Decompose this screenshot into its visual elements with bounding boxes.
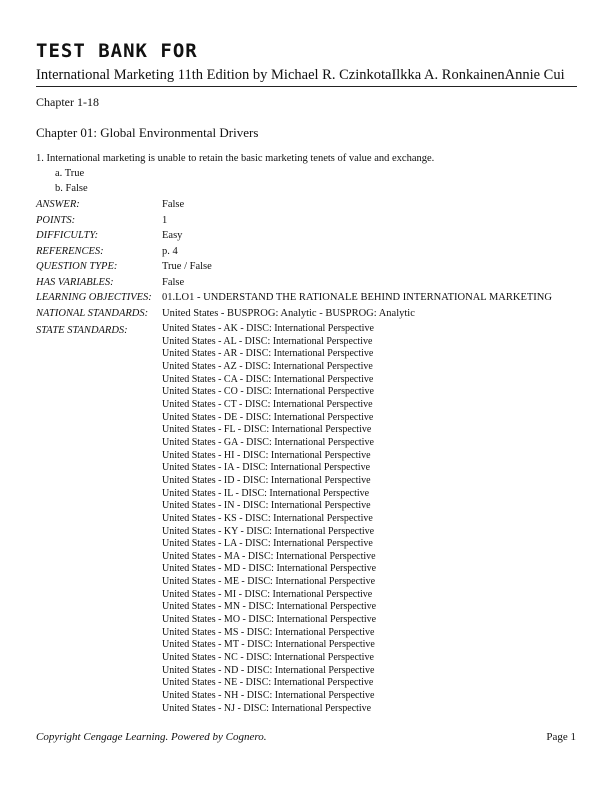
state-standard-item: United States - GA - DISC: International Perspective [162, 436, 374, 448]
metadata-label: DIFFICULTY: [36, 230, 99, 241]
state-standard-item: United States - NH - DISC: International Perspective [162, 690, 375, 702]
metadata-value: United States - BUSPROG: Analytic - BUSPROG: Analytic [162, 307, 415, 319]
state-standard-item: United States - ME - DISC: International Perspective [162, 576, 376, 588]
state-standard-item: United States - FL - DISC: International Perspective [162, 424, 372, 436]
chapter-heading: Chapter 01: Global Environmental Drivers [36, 125, 259, 140]
state-standard-item: United States - ID - DISC: International Perspective [162, 474, 371, 486]
footer-copyright: Copyright Cengage Learning. Powered by Cognero. [36, 731, 267, 743]
state-standards-list [162, 323, 376, 715]
state-standard-item: United States - AK - DISC: International Perspective [162, 323, 374, 334]
metadata-label: POINTS: [36, 214, 76, 226]
state-standard-item: United States - MT - DISC: International Perspective [162, 639, 375, 651]
metadata-row [36, 244, 552, 260]
question-metadata [36, 197, 552, 321]
state-standard-item: United States - AR - DISC: International Perspective [162, 348, 374, 360]
state-standard-item: United States - MD - DISC: International Perspective [162, 563, 377, 575]
state-standard-item: United States - CO - DISC: International Perspective [162, 386, 374, 398]
state-standard-item: United States - HI - DISC: International Perspective [162, 449, 371, 461]
state-standard-item: United States - MI - DISC: International Perspective [162, 588, 373, 600]
metadata-row [36, 290, 552, 306]
state-standard-item: United States - NJ - DISC: International Perspective [162, 702, 372, 714]
state-standard-item: United States - MS - DISC: International Perspective [162, 626, 375, 638]
state-standards [36, 323, 376, 715]
page-title: TEST BANK FOR [36, 40, 198, 62]
metadata-row [36, 259, 552, 275]
metadata-row [36, 197, 552, 213]
state-standard-item: United States - MA - DISC: International Perspective [162, 550, 376, 562]
answer-options [55, 166, 88, 196]
answer-option: a. True [55, 168, 85, 179]
metadata-label: NATIONAL STANDARDS: [36, 307, 149, 319]
state-standard-item: United States - MO - DISC: International Perspective [162, 614, 377, 626]
state-standard-item: United States - MN - DISC: International Perspective [162, 601, 377, 613]
question-text: 1. International marketing is unable to retain the basic marketing tenets of value and exchange. [36, 153, 435, 164]
state-standard-item: United States - CA - DISC: International Perspective [162, 373, 374, 385]
metadata-row [36, 228, 552, 244]
state-standard-item: United States - KY - DISC: International Perspective [162, 525, 375, 537]
metadata-label: ANSWER: [36, 199, 80, 210]
metadata-value: p. 4 [162, 245, 178, 257]
page-number: Page 1 [546, 731, 576, 743]
metadata-row [36, 306, 552, 322]
state-standard-item: United States - NC - DISC: International Perspective [162, 652, 374, 664]
metadata-label: HAS VARIABLES: [36, 276, 114, 288]
state-standard-item: United States - LA - DISC: International Perspective [162, 538, 373, 550]
state-standard-item: United States - NE - DISC: International Perspective [162, 677, 374, 689]
header-divider [36, 86, 577, 87]
metadata-row [36, 213, 552, 229]
answer-option: b. False [55, 183, 88, 194]
state-standard-item: United States - AZ - DISC: International Perspective [162, 360, 373, 372]
chapter-range: Chapter 1-18 [36, 95, 99, 109]
metadata-value: Easy [162, 230, 183, 241]
state-standard-item: United States - KS - DISC: International Perspective [162, 512, 373, 524]
metadata-value: 1 [162, 214, 168, 226]
state-standard-item: United States - ND - DISC: International Perspective [162, 664, 375, 676]
state-standard-item: United States - CT - DISC: International Perspective [162, 398, 373, 410]
metadata-value: False [162, 199, 185, 210]
state-standard-item: United States - IL - DISC: International Perspective [162, 487, 370, 499]
metadata-value: 01.LO1 - UNDERSTAND THE RATIONALE BEHIND INTERNATIONAL MARKETING [162, 292, 552, 303]
metadata-label: REFERENCES: [36, 245, 104, 257]
book-subtitle: International Marketing 11th Edition by Michael R. CzinkotaIlkka A. RonkainenAnnie Cui [36, 67, 565, 83]
state-standards-label: STATE STANDARDS: [36, 325, 128, 336]
state-standard-item: United States - IN - DISC: International Perspective [162, 500, 371, 512]
state-standard-item: United States - DE - DISC: International Perspective [162, 411, 374, 423]
state-standard-item: United States - IA - DISC: International Perspective [162, 462, 371, 474]
metadata-label: QUESTION TYPE: [36, 261, 118, 272]
metadata-value: True / False [162, 261, 212, 272]
state-standard-item: United States - AL - DISC: International Perspective [162, 335, 373, 347]
metadata-value: False [162, 276, 185, 288]
metadata-label: LEARNING OBJECTIVES: [36, 292, 152, 303]
metadata-row [36, 275, 552, 291]
